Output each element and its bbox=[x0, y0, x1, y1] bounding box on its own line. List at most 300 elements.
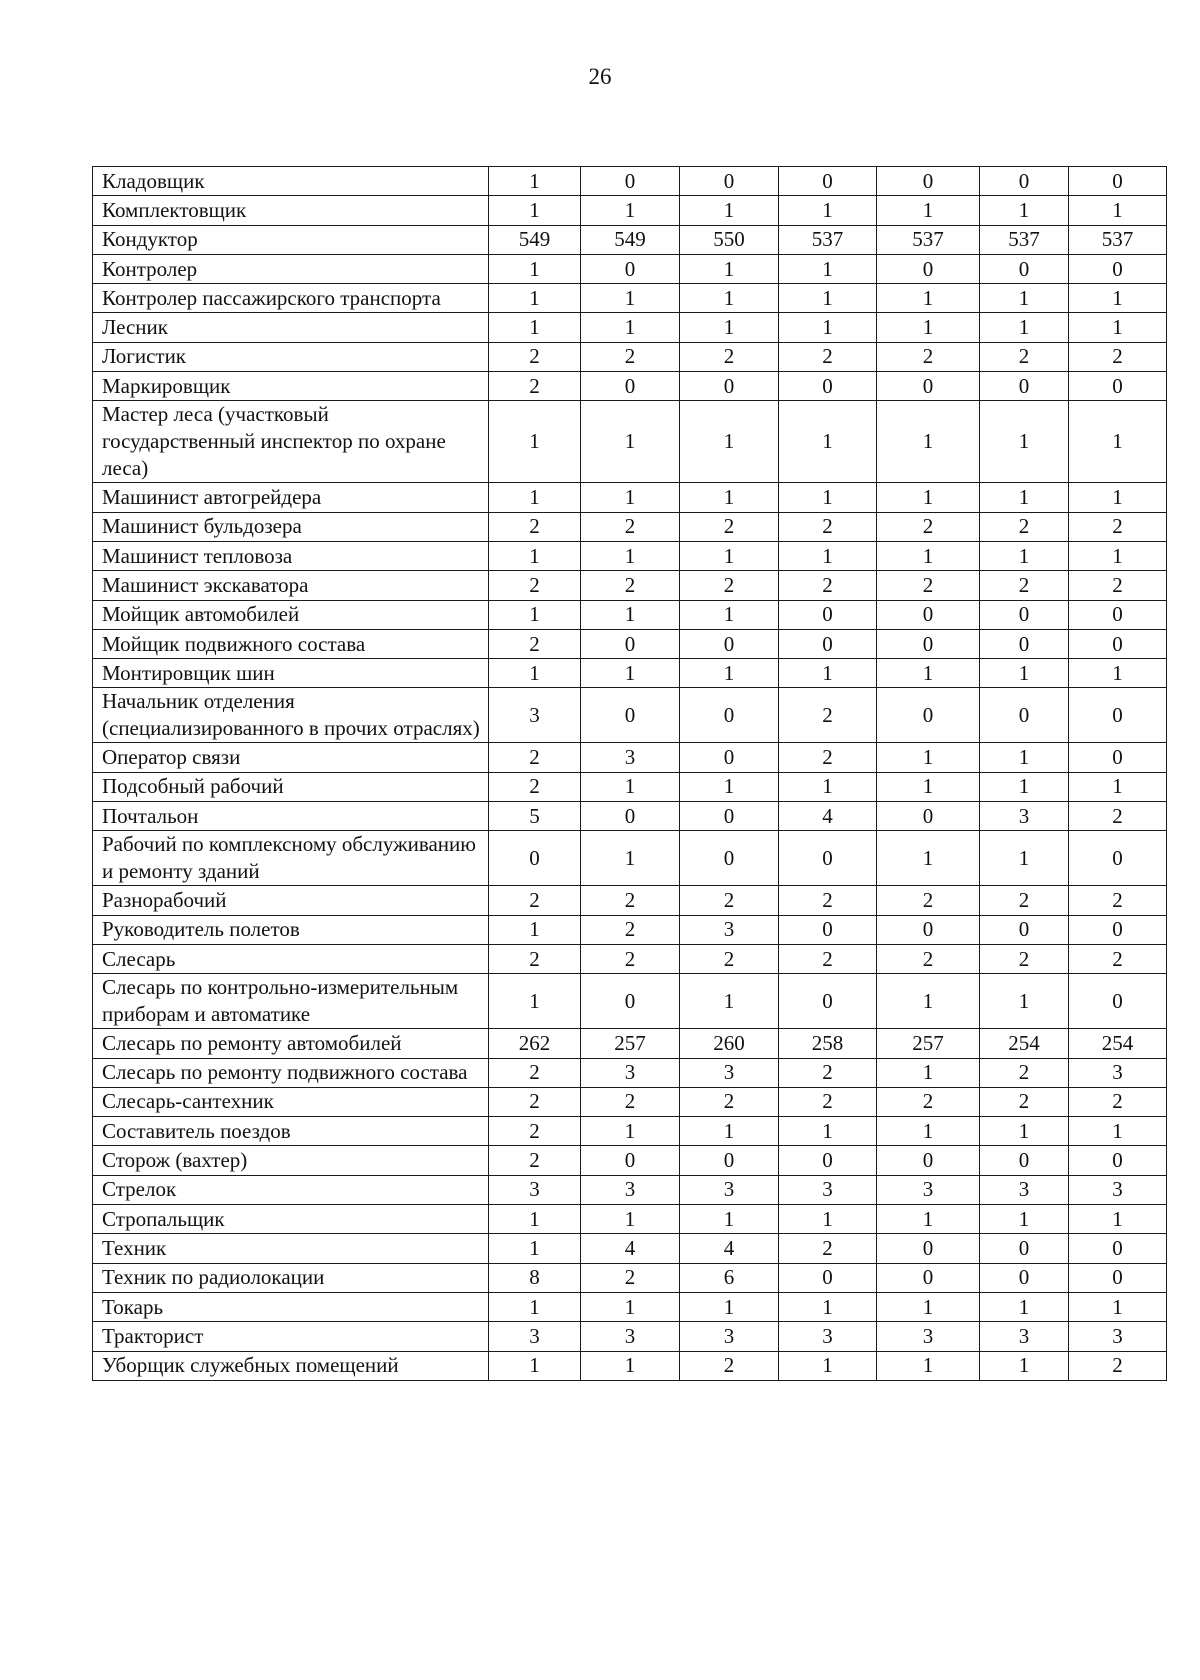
value-cell: 4 bbox=[779, 802, 877, 831]
value-cell: 1 bbox=[779, 659, 877, 688]
value-cell: 0 bbox=[877, 167, 980, 196]
table-row bbox=[93, 944, 1167, 973]
value-cell: 6 bbox=[680, 1263, 779, 1292]
value-cell: 1 bbox=[489, 1351, 581, 1380]
value-cell: 1 bbox=[877, 974, 980, 1029]
value-cell: 0 bbox=[980, 688, 1069, 743]
value-cell: 1 bbox=[680, 401, 779, 483]
value-cell: 0 bbox=[779, 1263, 877, 1292]
value-cell: 2 bbox=[581, 1263, 680, 1292]
value-cell: 1 bbox=[980, 772, 1069, 801]
value-cell: 1 bbox=[779, 313, 877, 342]
value-cell: 2 bbox=[581, 915, 680, 944]
value-cell: 2 bbox=[980, 1087, 1069, 1116]
value-cell: 1 bbox=[680, 600, 779, 629]
value-cell: 1 bbox=[581, 284, 680, 313]
value-cell: 0 bbox=[779, 600, 877, 629]
profession-name: Лесник bbox=[93, 313, 489, 342]
value-cell: 2 bbox=[489, 372, 581, 401]
value-cell: 3 bbox=[1069, 1175, 1167, 1204]
value-cell: 1 bbox=[877, 313, 980, 342]
table-row bbox=[93, 313, 1167, 342]
table-row bbox=[93, 659, 1167, 688]
value-cell: 1 bbox=[581, 313, 680, 342]
value-cell: 2 bbox=[779, 512, 877, 541]
value-cell: 2 bbox=[680, 944, 779, 973]
value-cell: 0 bbox=[1069, 167, 1167, 196]
value-cell: 0 bbox=[1069, 1146, 1167, 1175]
profession-name: Мастер леса (участковый государственный инспектор по охране леса) bbox=[93, 401, 489, 483]
value-cell: 0 bbox=[877, 915, 980, 944]
value-cell: 1 bbox=[581, 659, 680, 688]
value-cell: 1 bbox=[1069, 284, 1167, 313]
value-cell: 5 bbox=[489, 802, 581, 831]
value-cell: 1 bbox=[877, 1205, 980, 1234]
value-cell: 257 bbox=[581, 1029, 680, 1058]
value-cell: 0 bbox=[680, 1146, 779, 1175]
value-cell: 2 bbox=[680, 1087, 779, 1116]
value-cell: 1 bbox=[680, 541, 779, 570]
value-cell: 2 bbox=[489, 1117, 581, 1146]
value-cell: 537 bbox=[877, 225, 980, 254]
value-cell: 1 bbox=[680, 1292, 779, 1321]
table-row bbox=[93, 1263, 1167, 1292]
value-cell: 3 bbox=[680, 1058, 779, 1087]
value-cell: 1 bbox=[1069, 1117, 1167, 1146]
profession-name: Маркировщик bbox=[93, 372, 489, 401]
value-cell: 1 bbox=[680, 772, 779, 801]
value-cell: 2 bbox=[680, 512, 779, 541]
value-cell: 3 bbox=[581, 1058, 680, 1087]
profession-name: Тракторист bbox=[93, 1322, 489, 1351]
value-cell: 2 bbox=[581, 342, 680, 371]
value-cell: 1 bbox=[877, 831, 980, 886]
value-cell: 3 bbox=[779, 1322, 877, 1351]
value-cell: 2 bbox=[877, 1087, 980, 1116]
table-row bbox=[93, 1205, 1167, 1234]
value-cell: 1 bbox=[581, 1205, 680, 1234]
value-cell: 0 bbox=[877, 802, 980, 831]
value-cell: 1 bbox=[680, 254, 779, 283]
value-cell: 1 bbox=[980, 1205, 1069, 1234]
value-cell: 1 bbox=[489, 1205, 581, 1234]
value-cell: 2 bbox=[1069, 571, 1167, 600]
value-cell: 2 bbox=[489, 772, 581, 801]
value-cell: 2 bbox=[1069, 886, 1167, 915]
value-cell: 1 bbox=[980, 284, 1069, 313]
value-cell: 1 bbox=[489, 915, 581, 944]
profession-name: Контролер bbox=[93, 254, 489, 283]
value-cell: 0 bbox=[980, 254, 1069, 283]
profession-name: Техник bbox=[93, 1234, 489, 1263]
value-cell: 3 bbox=[489, 1175, 581, 1204]
value-cell: 2 bbox=[1069, 512, 1167, 541]
table-row bbox=[93, 483, 1167, 512]
value-cell: 1 bbox=[980, 483, 1069, 512]
value-cell: 1 bbox=[779, 772, 877, 801]
value-cell: 2 bbox=[581, 571, 680, 600]
value-cell: 1 bbox=[1069, 483, 1167, 512]
value-cell: 258 bbox=[779, 1029, 877, 1058]
profession-name: Мойщик автомобилей bbox=[93, 600, 489, 629]
value-cell: 1 bbox=[980, 401, 1069, 483]
value-cell: 2 bbox=[489, 743, 581, 772]
table-row bbox=[93, 1322, 1167, 1351]
value-cell: 0 bbox=[680, 688, 779, 743]
value-cell: 2 bbox=[680, 886, 779, 915]
profession-name: Рабочий по комплексному обслуживанию и ремонту зданий bbox=[93, 831, 489, 886]
value-cell: 2 bbox=[1069, 944, 1167, 973]
value-cell: 0 bbox=[980, 600, 1069, 629]
value-cell: 1 bbox=[680, 974, 779, 1029]
value-cell: 1 bbox=[779, 1292, 877, 1321]
value-cell: 537 bbox=[779, 225, 877, 254]
table-row bbox=[93, 1087, 1167, 1116]
value-cell: 0 bbox=[1069, 629, 1167, 658]
value-cell: 2 bbox=[1069, 1351, 1167, 1380]
profession-name: Мойщик подвижного состава bbox=[93, 629, 489, 658]
value-cell: 0 bbox=[1069, 1263, 1167, 1292]
value-cell: 1 bbox=[1069, 401, 1167, 483]
value-cell: 1 bbox=[779, 254, 877, 283]
profession-name: Подсобный рабочий bbox=[93, 772, 489, 801]
value-cell: 1 bbox=[489, 483, 581, 512]
value-cell: 1 bbox=[877, 541, 980, 570]
profession-name: Машинист бульдозера bbox=[93, 512, 489, 541]
profession-name: Машинист тепловоза bbox=[93, 541, 489, 570]
value-cell: 0 bbox=[779, 974, 877, 1029]
value-cell: 2 bbox=[489, 342, 581, 371]
value-cell: 0 bbox=[980, 372, 1069, 401]
value-cell: 0 bbox=[581, 688, 680, 743]
profession-name: Логистик bbox=[93, 342, 489, 371]
profession-name: Слесарь по ремонту автомобилей bbox=[93, 1029, 489, 1058]
value-cell: 1 bbox=[877, 1351, 980, 1380]
value-cell: 0 bbox=[1069, 974, 1167, 1029]
value-cell: 1 bbox=[1069, 1292, 1167, 1321]
value-cell: 0 bbox=[1069, 688, 1167, 743]
value-cell: 0 bbox=[980, 1234, 1069, 1263]
value-cell: 2 bbox=[980, 1058, 1069, 1087]
profession-name: Кондуктор bbox=[93, 225, 489, 254]
value-cell: 1 bbox=[581, 831, 680, 886]
value-cell: 8 bbox=[489, 1263, 581, 1292]
table-row bbox=[93, 401, 1167, 483]
table-row bbox=[93, 342, 1167, 371]
value-cell: 2 bbox=[1069, 342, 1167, 371]
value-cell: 3 bbox=[980, 1322, 1069, 1351]
table-row bbox=[93, 772, 1167, 801]
value-cell: 1 bbox=[1069, 196, 1167, 225]
table-row bbox=[93, 512, 1167, 541]
value-cell: 3 bbox=[877, 1322, 980, 1351]
value-cell: 0 bbox=[1069, 254, 1167, 283]
value-cell: 1 bbox=[1069, 313, 1167, 342]
value-cell: 0 bbox=[680, 167, 779, 196]
value-cell: 0 bbox=[1069, 743, 1167, 772]
value-cell: 3 bbox=[1069, 1058, 1167, 1087]
value-cell: 2 bbox=[980, 571, 1069, 600]
profession-name: Слесарь по ремонту подвижного состава bbox=[93, 1058, 489, 1087]
value-cell: 0 bbox=[680, 802, 779, 831]
value-cell: 1 bbox=[680, 483, 779, 512]
value-cell: 1 bbox=[877, 483, 980, 512]
value-cell: 1 bbox=[489, 659, 581, 688]
value-cell: 1 bbox=[779, 284, 877, 313]
value-cell: 3 bbox=[680, 1175, 779, 1204]
value-cell: 2 bbox=[877, 886, 980, 915]
value-cell: 3 bbox=[680, 1322, 779, 1351]
table-row bbox=[93, 571, 1167, 600]
value-cell: 2 bbox=[680, 1351, 779, 1380]
value-cell: 1 bbox=[779, 541, 877, 570]
value-cell: 260 bbox=[680, 1029, 779, 1058]
value-cell: 1 bbox=[1069, 772, 1167, 801]
value-cell: 1 bbox=[581, 600, 680, 629]
value-cell: 1 bbox=[980, 1117, 1069, 1146]
value-cell: 1 bbox=[980, 831, 1069, 886]
value-cell: 2 bbox=[489, 1058, 581, 1087]
value-cell: 1 bbox=[877, 401, 980, 483]
value-cell: 537 bbox=[980, 225, 1069, 254]
value-cell: 1 bbox=[779, 196, 877, 225]
table-row bbox=[93, 802, 1167, 831]
value-cell: 1 bbox=[1069, 541, 1167, 570]
profession-name: Слесарь bbox=[93, 944, 489, 973]
value-cell: 3 bbox=[581, 743, 680, 772]
value-cell: 1 bbox=[980, 313, 1069, 342]
table-row bbox=[93, 254, 1167, 283]
value-cell: 0 bbox=[779, 915, 877, 944]
value-cell: 1 bbox=[680, 196, 779, 225]
value-cell: 0 bbox=[877, 1146, 980, 1175]
value-cell: 1 bbox=[980, 743, 1069, 772]
table-row bbox=[93, 1292, 1167, 1321]
value-cell: 1 bbox=[680, 659, 779, 688]
value-cell: 2 bbox=[1069, 802, 1167, 831]
value-cell: 1 bbox=[877, 284, 980, 313]
value-cell: 2 bbox=[980, 342, 1069, 371]
table-row bbox=[93, 284, 1167, 313]
table-row bbox=[93, 600, 1167, 629]
value-cell: 1 bbox=[779, 1351, 877, 1380]
value-cell: 2 bbox=[489, 944, 581, 973]
profession-name: Кладовщик bbox=[93, 167, 489, 196]
value-cell: 1 bbox=[877, 1058, 980, 1087]
value-cell: 1 bbox=[1069, 659, 1167, 688]
value-cell: 1 bbox=[581, 1117, 680, 1146]
value-cell: 2 bbox=[779, 743, 877, 772]
value-cell: 2 bbox=[779, 1058, 877, 1087]
value-cell: 254 bbox=[980, 1029, 1069, 1058]
table-row bbox=[93, 886, 1167, 915]
profession-name: Стрелок bbox=[93, 1175, 489, 1204]
table-row bbox=[93, 1175, 1167, 1204]
value-cell: 3 bbox=[779, 1175, 877, 1204]
value-cell: 2 bbox=[779, 1087, 877, 1116]
value-cell: 257 bbox=[877, 1029, 980, 1058]
table-row bbox=[93, 915, 1167, 944]
value-cell: 0 bbox=[680, 629, 779, 658]
value-cell: 2 bbox=[489, 1087, 581, 1116]
value-cell: 1 bbox=[779, 1205, 877, 1234]
value-cell: 0 bbox=[581, 629, 680, 658]
value-cell: 0 bbox=[581, 1146, 680, 1175]
value-cell: 2 bbox=[779, 1234, 877, 1263]
table-row bbox=[93, 541, 1167, 570]
table-row bbox=[93, 1117, 1167, 1146]
profession-name: Токарь bbox=[93, 1292, 489, 1321]
value-cell: 3 bbox=[581, 1322, 680, 1351]
value-cell: 0 bbox=[1069, 831, 1167, 886]
value-cell: 1 bbox=[680, 1117, 779, 1146]
table-row bbox=[93, 372, 1167, 401]
value-cell: 0 bbox=[581, 372, 680, 401]
value-cell: 0 bbox=[779, 629, 877, 658]
value-cell: 3 bbox=[489, 688, 581, 743]
table-row bbox=[93, 1234, 1167, 1263]
value-cell: 537 bbox=[1069, 225, 1167, 254]
value-cell: 1 bbox=[980, 974, 1069, 1029]
value-cell: 0 bbox=[779, 831, 877, 886]
value-cell: 1 bbox=[489, 313, 581, 342]
value-cell: 262 bbox=[489, 1029, 581, 1058]
profession-name: Машинист автогрейдера bbox=[93, 483, 489, 512]
value-cell: 1 bbox=[980, 1351, 1069, 1380]
profession-name: Руководитель полетов bbox=[93, 915, 489, 944]
value-cell: 2 bbox=[489, 512, 581, 541]
value-cell: 1 bbox=[680, 1205, 779, 1234]
value-cell: 1 bbox=[489, 600, 581, 629]
profession-name: Начальник отделения (специализированного в прочих отраслях) bbox=[93, 688, 489, 743]
profession-name: Уборщик служебных помещений bbox=[93, 1351, 489, 1380]
page-number: 26 bbox=[588, 64, 612, 89]
profession-name: Слесарь по контрольно-измерительным приборам и автоматике bbox=[93, 974, 489, 1029]
value-cell: 1 bbox=[581, 1351, 680, 1380]
value-cell: 1 bbox=[489, 1234, 581, 1263]
profession-name: Контролер пассажирского транспорта bbox=[93, 284, 489, 313]
table-row bbox=[93, 225, 1167, 254]
value-cell: 2 bbox=[489, 571, 581, 600]
value-cell: 2 bbox=[779, 886, 877, 915]
value-cell: 2 bbox=[581, 512, 680, 541]
value-cell: 1 bbox=[581, 401, 680, 483]
value-cell: 0 bbox=[581, 802, 680, 831]
value-cell: 549 bbox=[489, 225, 581, 254]
table-row bbox=[93, 1146, 1167, 1175]
profession-name: Сторож (вахтер) bbox=[93, 1146, 489, 1175]
value-cell: 2 bbox=[779, 688, 877, 743]
value-cell: 1 bbox=[877, 196, 980, 225]
value-cell: 1 bbox=[877, 659, 980, 688]
value-cell: 2 bbox=[489, 886, 581, 915]
value-cell: 2 bbox=[489, 629, 581, 658]
value-cell: 3 bbox=[680, 915, 779, 944]
value-cell: 1 bbox=[877, 772, 980, 801]
value-cell: 1 bbox=[877, 1292, 980, 1321]
value-cell: 0 bbox=[980, 915, 1069, 944]
value-cell: 1 bbox=[877, 1117, 980, 1146]
value-cell: 0 bbox=[877, 1234, 980, 1263]
value-cell: 0 bbox=[877, 254, 980, 283]
profession-name: Машинист экскаватора bbox=[93, 571, 489, 600]
value-cell: 0 bbox=[877, 600, 980, 629]
value-cell: 1 bbox=[489, 254, 581, 283]
value-cell: 1 bbox=[581, 1292, 680, 1321]
value-cell: 0 bbox=[877, 688, 980, 743]
value-cell: 2 bbox=[779, 571, 877, 600]
value-cell: 1 bbox=[779, 483, 877, 512]
value-cell: 254 bbox=[1069, 1029, 1167, 1058]
value-cell: 2 bbox=[489, 1146, 581, 1175]
value-cell: 0 bbox=[980, 1263, 1069, 1292]
value-cell: 0 bbox=[980, 629, 1069, 658]
table-row bbox=[93, 196, 1167, 225]
value-cell: 3 bbox=[489, 1322, 581, 1351]
value-cell: 0 bbox=[1069, 915, 1167, 944]
table-row bbox=[93, 1058, 1167, 1087]
value-cell: 0 bbox=[877, 629, 980, 658]
table-row bbox=[93, 743, 1167, 772]
value-cell: 1 bbox=[680, 284, 779, 313]
table-row bbox=[93, 974, 1167, 1029]
value-cell: 1 bbox=[489, 1292, 581, 1321]
value-cell: 0 bbox=[680, 372, 779, 401]
value-cell: 0 bbox=[680, 831, 779, 886]
profession-name: Техник по радиолокации bbox=[93, 1263, 489, 1292]
value-cell: 2 bbox=[581, 944, 680, 973]
value-cell: 1 bbox=[489, 284, 581, 313]
table-row bbox=[93, 831, 1167, 886]
value-cell: 2 bbox=[877, 944, 980, 973]
table-body bbox=[93, 167, 1167, 1381]
value-cell: 2 bbox=[980, 512, 1069, 541]
value-cell: 3 bbox=[1069, 1322, 1167, 1351]
value-cell: 2 bbox=[877, 571, 980, 600]
value-cell: 1 bbox=[980, 1292, 1069, 1321]
value-cell: 1 bbox=[581, 541, 680, 570]
value-cell: 3 bbox=[581, 1175, 680, 1204]
value-cell: 0 bbox=[1069, 600, 1167, 629]
value-cell: 3 bbox=[877, 1175, 980, 1204]
value-cell: 1 bbox=[489, 541, 581, 570]
value-cell: 2 bbox=[581, 886, 680, 915]
value-cell: 1 bbox=[581, 196, 680, 225]
value-cell: 2 bbox=[581, 1087, 680, 1116]
value-cell: 1 bbox=[581, 483, 680, 512]
value-cell: 1 bbox=[877, 743, 980, 772]
table-row bbox=[93, 1351, 1167, 1380]
value-cell: 1 bbox=[581, 772, 680, 801]
value-cell: 2 bbox=[877, 342, 980, 371]
value-cell: 0 bbox=[877, 372, 980, 401]
table-row bbox=[93, 1029, 1167, 1058]
value-cell: 1 bbox=[779, 1117, 877, 1146]
value-cell: 0 bbox=[980, 1146, 1069, 1175]
table-row bbox=[93, 167, 1167, 196]
staff-table bbox=[92, 166, 1167, 1381]
profession-name: Монтировщик шин bbox=[93, 659, 489, 688]
value-cell: 549 bbox=[581, 225, 680, 254]
value-cell: 1 bbox=[680, 313, 779, 342]
value-cell: 1 bbox=[489, 974, 581, 1029]
value-cell: 4 bbox=[581, 1234, 680, 1263]
value-cell: 1 bbox=[489, 196, 581, 225]
value-cell: 0 bbox=[1069, 372, 1167, 401]
value-cell: 1 bbox=[1069, 1205, 1167, 1234]
value-cell: 550 bbox=[680, 225, 779, 254]
value-cell: 3 bbox=[980, 1175, 1069, 1204]
